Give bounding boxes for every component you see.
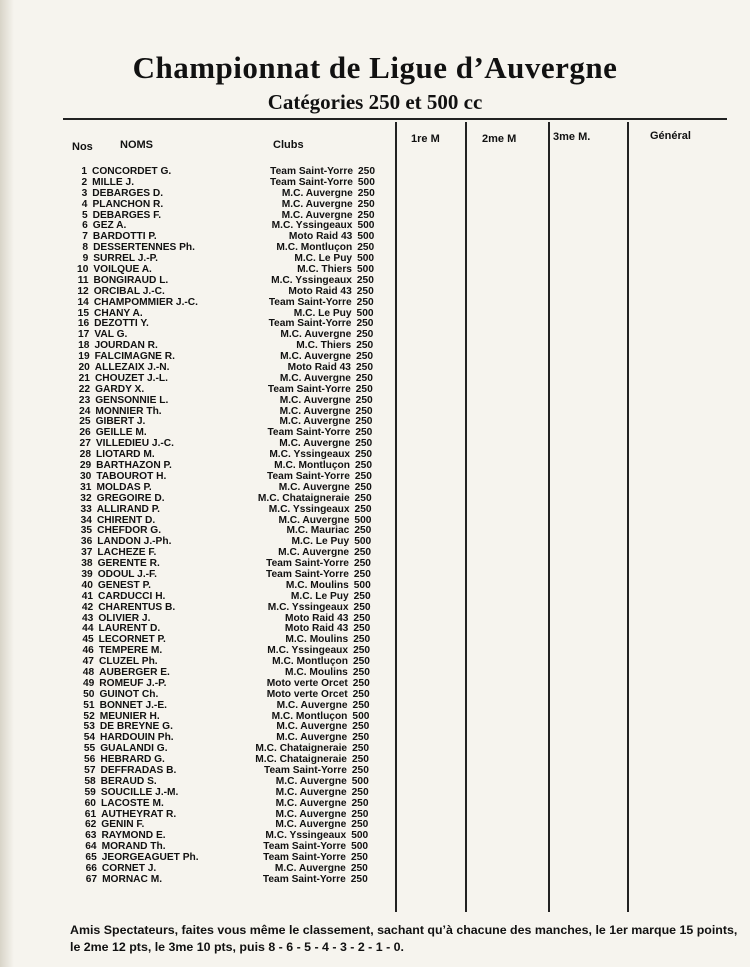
rider-club: Team Saint-Yorre: [270, 166, 353, 177]
rider-number: 48: [82, 666, 95, 678]
rider-number: 23: [78, 394, 91, 406]
rider-name: LAURENT D.: [98, 623, 161, 635]
rider-club: Team Saint-Yorre: [268, 318, 352, 330]
rider-name: LACHEZE F.: [97, 547, 157, 559]
rider-club: M.C. Yssingeaux: [267, 645, 349, 657]
rider-number: 61: [84, 808, 97, 820]
rider-number: 51: [83, 699, 95, 711]
rider-category: 250: [353, 623, 371, 635]
rider-club: M.C. Auvergne: [279, 405, 351, 417]
rider-name: PLANCHON R.: [92, 198, 164, 210]
rider-number: 39: [81, 568, 93, 580]
rider-club: Team Saint-Yorre: [266, 558, 349, 570]
rider-club: M.C. Auvergne: [281, 209, 353, 221]
rider-number: 46: [82, 645, 94, 657]
rider-name: SOUCILLE J.-M.: [100, 786, 179, 798]
rider-number: 41: [81, 590, 94, 602]
rider-name: GENIN F.: [101, 819, 145, 831]
rider-club: M.C. Auvergne: [275, 775, 347, 787]
rider-category: 250: [352, 688, 370, 700]
rider-name: LIOTARD M.: [96, 449, 155, 461]
rider-number: 30: [79, 470, 92, 482]
rider-number: 49: [82, 677, 95, 689]
rider-number: 8: [82, 242, 89, 254]
rider-number: 36: [80, 536, 93, 548]
rider-number: 29: [79, 460, 92, 472]
list-item: [0, 799, 740, 810]
rider-club: M.C. Auvergne: [278, 514, 350, 526]
rider-number: 55: [83, 743, 96, 755]
rider-name: DEFFRADAS B.: [100, 764, 177, 776]
rider-name: VOILQUE A.: [93, 264, 152, 276]
rider-number: 27: [79, 438, 91, 450]
rider-club: M.C. Le Puy: [294, 253, 353, 265]
rider-number: 16: [77, 318, 90, 330]
rider-club: Team Saint-Yorre: [267, 383, 351, 395]
rider-number: 37: [81, 547, 93, 559]
rider-number: 38: [81, 558, 93, 570]
rider-number: 26: [79, 427, 91, 439]
rider-club: M.C. Auvergne: [274, 863, 346, 874]
rider-name: CARDUCCI H.: [98, 590, 166, 602]
rider-number: 32: [80, 492, 92, 504]
rider-name: VAL G.: [94, 329, 128, 341]
rider-number: 10: [77, 264, 89, 276]
rider-club: M.C. Thiers: [297, 264, 352, 276]
rider-number: 4: [81, 198, 88, 210]
rider-name: CHIRENT D.: [96, 514, 156, 526]
rider-category: 250: [356, 296, 374, 308]
rider-category: 250: [352, 677, 370, 689]
rider-category: 250: [355, 405, 373, 417]
rider-club: Team Saint-Yorre: [264, 764, 347, 776]
rider-category: 250: [351, 808, 369, 820]
rider-club: M.C. Auvergne: [279, 416, 351, 428]
header-2me-manche: 2me M: [482, 133, 517, 145]
rider-category: 250: [354, 460, 372, 472]
rider-number: 35: [80, 525, 93, 537]
rider-category: 500: [354, 514, 372, 526]
rider-category: 250: [352, 743, 370, 755]
rider-club: M.C. Chataigneraie: [255, 754, 347, 766]
rider-club: Team Saint-Yorre: [262, 873, 346, 885]
list-item: [0, 200, 740, 211]
rider-number: 5: [81, 209, 88, 221]
rider-number: 63: [85, 830, 97, 842]
header-general: Général: [650, 130, 691, 142]
rider-name: MONNIER Th.: [95, 405, 162, 417]
rider-category: 250: [352, 732, 370, 744]
rider-number: 25: [79, 416, 91, 428]
rider-club: M.C. Yssingeaux: [265, 830, 347, 842]
rider-name: BONNET J.-E.: [99, 699, 167, 711]
rider-name: CHOUZET J.-L.: [94, 372, 168, 384]
rider-number: 50: [83, 688, 95, 700]
rider-category: 250: [350, 873, 368, 885]
rider-number: 65: [85, 852, 97, 864]
rider-category: 250: [355, 383, 373, 395]
list-item: [0, 494, 740, 505]
list-item: [0, 396, 740, 407]
riders-list: [0, 167, 740, 886]
rider-category: 250: [351, 797, 369, 809]
rider-category: 250: [358, 166, 375, 177]
rider-name: BONGIRAUD L.: [93, 274, 169, 286]
rider-name: DEZOTTI Y.: [94, 318, 149, 330]
rider-category: 250: [355, 427, 373, 439]
rider-club: Moto Raid 43: [288, 231, 353, 243]
rider-name: MEUNIER H.: [99, 710, 160, 722]
rider-category: 250: [351, 819, 369, 831]
rider-category: 250: [354, 525, 372, 537]
rider-number: 19: [78, 351, 90, 363]
rider-category: 250: [352, 721, 370, 733]
rider-name: TABOUROT H.: [96, 470, 167, 482]
rider-number: 20: [78, 362, 90, 374]
rider-category: 500: [356, 307, 374, 319]
rider-name: HARDOUIN Ph.: [100, 732, 174, 744]
rider-name: GENEST P.: [97, 579, 151, 591]
rider-category: 500: [351, 830, 369, 842]
rider-club: Moto verte Orcet: [266, 688, 348, 700]
list-item: [0, 592, 740, 603]
rider-name: LECORNET P.: [98, 634, 166, 646]
rider-category: 250: [353, 568, 371, 580]
rider-number: 53: [83, 721, 95, 733]
rider-club: M.C. Yssingeaux: [268, 503, 350, 515]
rider-category: 500: [356, 264, 374, 276]
rider-club: M.C. Auvergne: [280, 329, 352, 341]
rider-category: 500: [351, 775, 369, 787]
rider-number: 42: [81, 601, 94, 613]
rider-category: 250: [356, 351, 374, 363]
rider-club: Team Saint-Yorre: [270, 176, 353, 188]
rider-name: JOURDAN R.: [94, 340, 158, 352]
rider-club: M.C. Auvergne: [279, 394, 351, 406]
rider-name: MORAND Th.: [101, 841, 166, 853]
rider-club: M.C. Mauriac: [286, 525, 350, 537]
rider-club: M.C. Moulins: [285, 579, 349, 591]
rider-name: OLIVIER J.: [98, 612, 151, 624]
rider-name: DE BREYNE G.: [99, 721, 173, 733]
rider-number: 3: [81, 187, 88, 199]
rider-name: CHAMPOMMIER J.-C.: [93, 296, 198, 308]
rider-name: CONCORDET G.: [92, 166, 172, 177]
rider-club: M.C. Montluçon: [274, 460, 350, 472]
rider-category: 250: [351, 786, 369, 798]
rider-club: M.C. Montluçon: [271, 710, 348, 722]
rider-number: 33: [80, 503, 92, 515]
rider-name: CLUZEL Ph.: [98, 656, 158, 668]
rider-club: M.C. Thiers: [296, 340, 352, 352]
rider-number: 18: [78, 340, 90, 352]
rider-category: 250: [351, 754, 369, 766]
rider-number: 17: [77, 329, 90, 341]
rider-category: 250: [355, 372, 373, 384]
rider-number: 60: [84, 797, 96, 809]
rider-club: M.C. Le Puy: [291, 536, 350, 548]
rider-club: Team Saint-Yorre: [263, 841, 347, 853]
rider-category: 250: [356, 274, 374, 286]
rider-category: 500: [357, 253, 375, 265]
rider-category: 250: [355, 449, 373, 461]
rider-name: GREGOIRE D.: [96, 492, 165, 504]
rider-category: 250: [355, 394, 373, 406]
rider-category: 250: [357, 198, 375, 210]
rider-name: GARDY X.: [95, 383, 145, 395]
rider-club: M.C. Yssingeaux: [267, 601, 349, 613]
rider-name: GENSONNIE L.: [95, 394, 169, 406]
rider-number: 54: [83, 732, 96, 744]
rider-club: M.C. Le Puy: [290, 590, 349, 602]
rider-club: M.C. Auvergne: [281, 187, 353, 199]
rider-name: ALLEZAIX J.-N.: [94, 362, 170, 374]
list-item: [0, 875, 740, 886]
rider-number: 15: [77, 307, 89, 319]
rider-club: M.C. Auvergne: [275, 808, 347, 820]
rider-name: BARDOTTI P.: [92, 231, 157, 243]
list-item: [0, 603, 740, 614]
rider-number: 64: [85, 841, 97, 853]
rider-category: 250: [352, 656, 370, 668]
rider-club: M.C. Auvergne: [275, 786, 347, 798]
rider-name: ORCIBAL J.-C.: [93, 285, 165, 297]
rider-category: 250: [350, 863, 368, 874]
rider-name: CHARENTUS B.: [98, 601, 176, 613]
rider-number: 67: [85, 873, 98, 885]
rider-category: 250: [353, 634, 371, 646]
rider-name: GEZ A.: [92, 220, 127, 232]
rider-category: 500: [354, 536, 372, 548]
rider-name: ODOUL J.-F.: [97, 568, 157, 580]
rider-club: M.C. Chataigneraie: [257, 492, 350, 504]
page-subtitle: Catégories 250 et 500 cc: [267, 90, 483, 114]
list-item: [0, 505, 740, 516]
rider-club: M.C. Auvergne: [279, 372, 351, 384]
rider-club: M.C. Auvergne: [276, 732, 348, 744]
rider-name: GUINOT Ch.: [99, 688, 159, 700]
rider-category: 250: [357, 187, 375, 199]
rider-category: 250: [357, 242, 375, 254]
header-nos: Nos: [72, 141, 93, 153]
rider-category: 250: [357, 209, 375, 221]
header-noms: NOMS: [120, 139, 153, 151]
rider-club: M.C. Chataigneraie: [255, 743, 348, 755]
rider-number: 1: [81, 166, 87, 177]
rider-number: 12: [77, 285, 89, 297]
rider-name: AUBERGER E.: [99, 666, 170, 678]
rider-number: 45: [82, 634, 94, 646]
rider-number: 28: [79, 449, 92, 461]
rider-name: DEBARGES D.: [92, 187, 164, 199]
rider-category: 250: [352, 666, 370, 678]
rider-club: M.C. Auvergne: [275, 797, 347, 809]
rider-number: 40: [81, 579, 93, 591]
list-item: [0, 690, 740, 701]
rider-category: 250: [353, 612, 371, 624]
rider-name: SURREL J.-P.: [93, 253, 158, 265]
rider-club: Moto Raid 43: [285, 612, 349, 624]
rider-name: CHEFDOR G.: [97, 525, 162, 537]
rider-number: 59: [84, 786, 96, 798]
rider-category: 250: [355, 416, 373, 428]
rider-number: 31: [80, 481, 92, 493]
rider-club: M.C. Yssingeaux: [271, 220, 353, 232]
rider-name: DESSERTENNES Ph.: [93, 242, 195, 254]
rider-category: 250: [356, 318, 374, 330]
rider-number: 21: [78, 372, 90, 384]
rider-name: LANDON J.-Ph.: [97, 536, 172, 548]
rider-club: M.C. Auvergne: [276, 699, 348, 711]
rider-club: M.C. Auvergne: [278, 481, 350, 493]
rider-club: Moto Raid 43: [287, 362, 351, 374]
header-clubs: Clubs: [273, 139, 304, 151]
rider-number: 24: [79, 405, 91, 417]
rider-name: ALLIRAND P.: [96, 503, 160, 515]
title-rule: [63, 118, 727, 120]
rider-club: M.C. Montluçon: [276, 242, 353, 254]
rider-category: 250: [356, 340, 374, 352]
rider-club: Team Saint-Yorre: [268, 296, 352, 308]
rider-club: M.C. Montluçon: [272, 656, 348, 668]
rider-name: MILLE J.: [92, 176, 135, 188]
rider-club: M.C. Auvergne: [281, 198, 353, 210]
rider-number: 7: [82, 231, 88, 243]
rider-club: M.C. Auvergne: [280, 351, 352, 363]
rider-number: 44: [82, 623, 94, 635]
rider-club: M.C. Auvergne: [279, 438, 351, 450]
rider-name: CORNET J.: [101, 863, 157, 874]
rider-category: 250: [355, 362, 373, 374]
rider-name: FALCIMAGNE R.: [94, 351, 175, 363]
rider-club: M.C. Yssingeaux: [269, 449, 351, 461]
rider-category: 250: [356, 285, 374, 297]
list-item: [0, 701, 740, 712]
rider-name: VILLEDIEU J.-C.: [95, 438, 174, 450]
rider-name: GUALANDI G.: [100, 743, 168, 755]
rider-number: 62: [84, 819, 97, 831]
rider-number: 34: [80, 514, 92, 526]
rider-name: GEILLE M.: [95, 427, 147, 439]
rider-category: 250: [353, 645, 371, 657]
rider-name: JEORGEAGUET Ph.: [101, 852, 199, 864]
rider-number: 43: [82, 612, 94, 624]
rider-name: DEBARGES F.: [92, 209, 162, 221]
rider-number: 52: [83, 710, 95, 722]
rider-category: 500: [353, 579, 371, 591]
rider-name: AUTHEYRAT R.: [101, 808, 177, 820]
rider-category: 250: [355, 438, 373, 450]
rider-category: 500: [357, 220, 375, 232]
rider-club: Team Saint-Yorre: [263, 852, 346, 864]
rider-name: BERAUD S.: [100, 775, 157, 787]
rider-club: M.C. Le Puy: [293, 307, 352, 319]
rider-number: 2: [81, 176, 88, 188]
rider-category: 250: [354, 547, 372, 559]
rider-number: 47: [82, 656, 94, 668]
rider-name: BARTHAZON P.: [96, 460, 172, 472]
rider-club: M.C. Yssingeaux: [271, 274, 352, 286]
rider-club: M.C. Moulins: [285, 634, 349, 646]
rider-club: Moto Raid 43: [284, 623, 349, 635]
rider-category: 250: [353, 601, 371, 613]
rider-name: MORNAC M.: [102, 873, 163, 885]
rider-category: 250: [354, 470, 372, 482]
list-item: [0, 298, 740, 309]
header-1re-manche: 1re M: [411, 133, 440, 145]
rider-number: 9: [82, 253, 89, 265]
rider-category: 250: [353, 590, 371, 602]
rider-category: 250: [354, 492, 372, 504]
rider-name: ROMEUF J.-P.: [99, 677, 167, 689]
header-3me-manche: 3me M.: [553, 131, 591, 143]
rider-category: 250: [353, 558, 371, 570]
page-title: Championnat de Ligue d’Auvergne: [132, 50, 618, 85]
rider-name: TEMPERE M.: [98, 645, 163, 657]
rider-number: 56: [84, 754, 96, 766]
rider-name: RAYMOND E.: [101, 830, 166, 842]
rider-category: 500: [357, 231, 375, 243]
rider-number: 6: [82, 220, 88, 232]
rider-club: M.C. Auvergne: [276, 721, 348, 733]
rider-name: MOLDAS P.: [96, 481, 152, 493]
rider-number: 22: [78, 383, 91, 395]
rider-category: 500: [357, 176, 375, 188]
rider-category: 250: [356, 329, 374, 341]
rider-name: LACOSTE M.: [100, 797, 164, 809]
rider-club: Moto Raid 43: [288, 285, 352, 297]
rider-club: M.C. Auvergne: [278, 547, 350, 559]
rider-category: 250: [354, 503, 372, 515]
rider-number: 66: [85, 863, 97, 874]
rider-club: M.C. Moulins: [285, 666, 348, 678]
rider-number: 58: [84, 775, 96, 787]
rider-category: 250: [352, 699, 370, 711]
rider-category: 500: [351, 841, 369, 853]
rider-name: HEBRARD G.: [100, 754, 165, 766]
rider-category: 250: [351, 764, 369, 776]
rider-club: Moto verte Orcet: [266, 677, 348, 689]
rider-category: 500: [352, 710, 370, 722]
rider-name: GERENTE R.: [97, 558, 160, 570]
rider-club: Team Saint-Yorre: [267, 427, 351, 439]
rider-club: M.C. Auvergne: [275, 819, 347, 831]
rider-number: 11: [77, 274, 89, 286]
rider-number: 14: [77, 296, 89, 308]
rider-club: Team Saint-Yorre: [266, 568, 349, 580]
rider-category: 250: [354, 481, 372, 493]
rider-category: 250: [350, 852, 368, 864]
rider-number: 57: [84, 764, 96, 776]
rider-club: Team Saint-Yorre: [267, 470, 350, 482]
rider-name: CHANY A.: [94, 307, 143, 319]
rider-name: GIBERT J.: [95, 416, 146, 428]
footer-note: Amis Spectateurs, faites vous même le classement, sachant qu’à chacune des manches, le 1er marque 15 points, le 2me 12 pts, le 3me 10 pts, puis 8 - 6 - 5 - 4 - 3 - 2 - 1 - 0.: [70, 923, 738, 954]
